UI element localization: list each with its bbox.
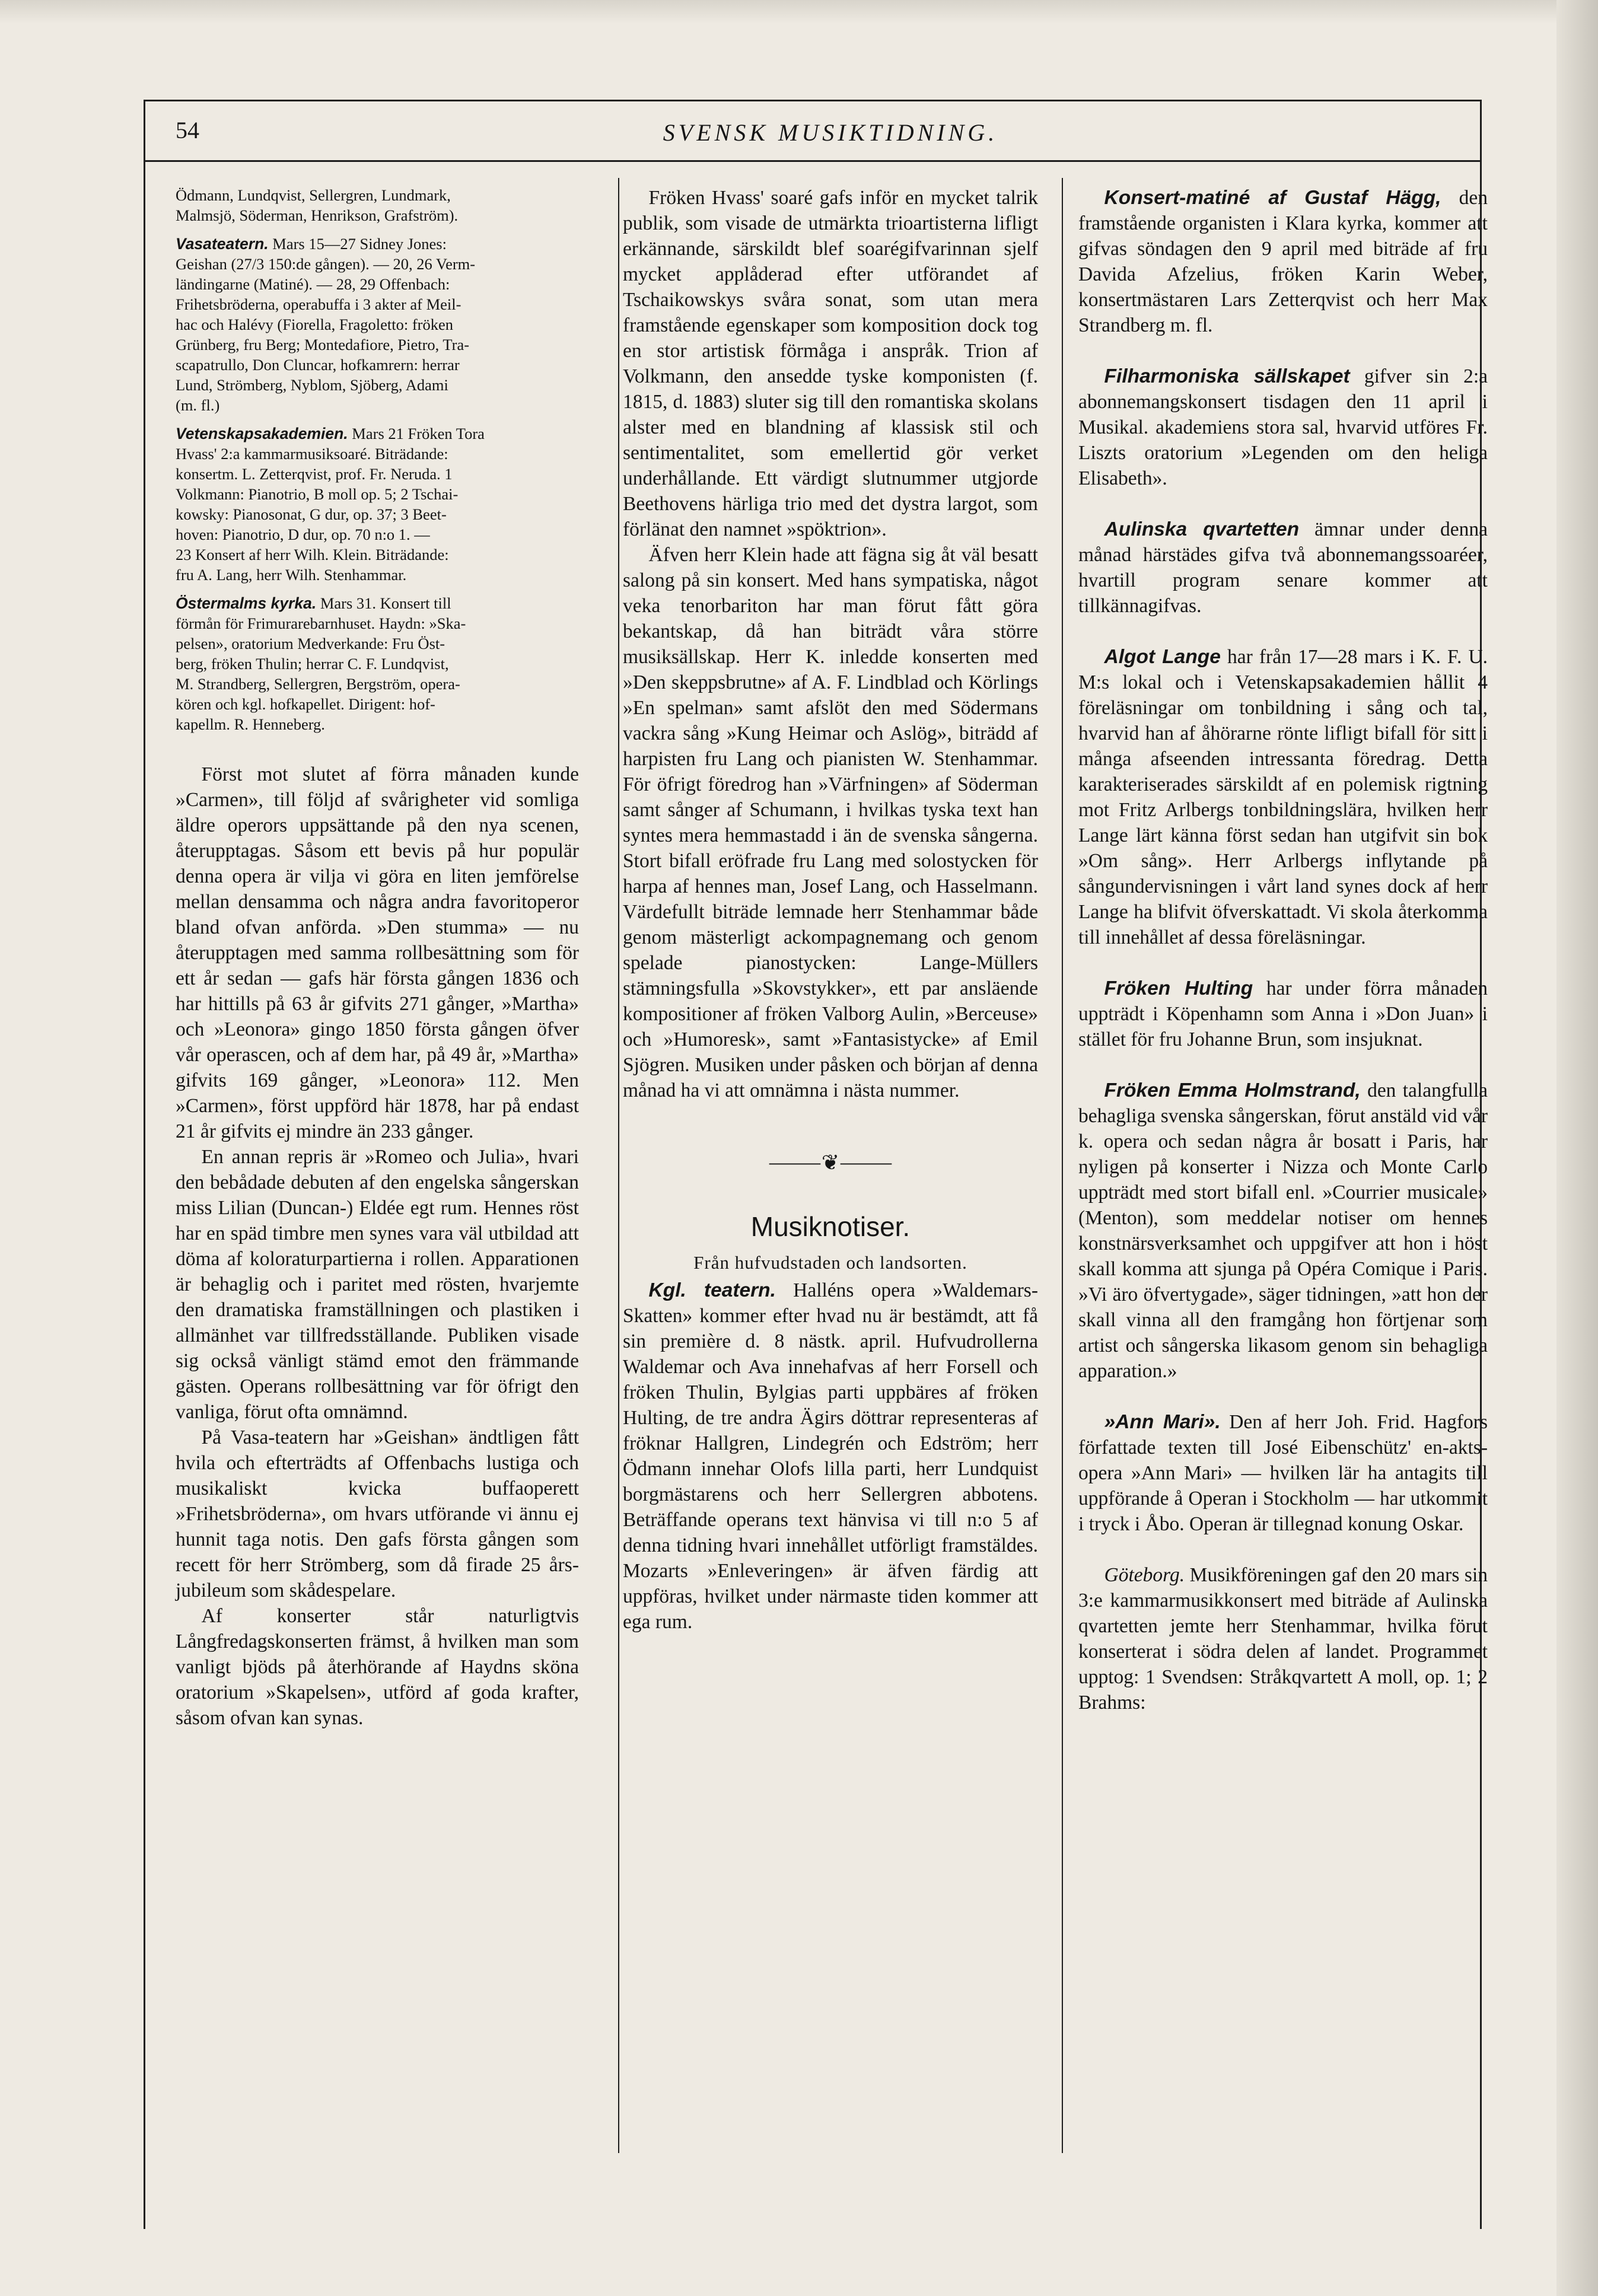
- listing-line: konsertm. L. Zetterqvist, prof. Fr. Neruda. 1: [176, 465, 453, 483]
- column-2-article: [623, 185, 1038, 1103]
- listing-line: M. Strandberg, Sellergren, Bergström, opera-: [176, 675, 460, 693]
- paragraph: På Vasa-teatern har »Geishan» ändtligen fått hvila och efterträdts af Offenbachs lustiga och musikaliskt kvicka buffaoperett »Frihetsbröderna», om hvars utförande vi ännu ej hunnit taga notis. Den gafs första gången som recett för herr Strömberg, som då firade 25 års-jubileum som skådespelare.: [176, 1426, 579, 1601]
- column-3-notices: [1078, 185, 1488, 1715]
- filharmoniska-heading: Filharmoniska sällskapet: [1104, 365, 1350, 387]
- paragraph: Först mot slutet af förra månaden kunde »Carmen», till följd af svårigheter vid somliga äldre operors uppsättande på den nya scenen, återupptagas. Såsom ett bevis på hur populär denna opera är vilja vi göra en liten jemförelse mellan densamma och några andra favoritoperor bland ofvan anförda. »Den stumma» — nu återupptagen med samma rollbesättning som för ett år sedan — gafs här första gången 1836 och har hittills på 63 år gifvits 271 gånger, »Martha» och »Leonora» gingo 1850 första gången öfver vår operascen, och af dem har, på 49 år, »Martha» gifvits 169 gånger, »Leonora» 112. Men »Carmen», först uppförd här 1878, har på endast 21 år gifvits ej mindre än 233 gånger.: [176, 763, 579, 1142]
- listing-line: kapellm. R. Henneberg.: [176, 715, 325, 733]
- listing-line: scapatrullo, Don Cluncar, hofkamrern: herrar: [176, 356, 460, 374]
- listing-line: förmån för Frimurarebarnhuset. Haydn: »Ska-: [176, 614, 466, 632]
- vet-listing: [176, 423, 579, 444]
- listing-line: hac och Halévy (Fiorella, Fragoletto: fröken: [176, 316, 454, 333]
- listing-line: Geishan (27/3 150:de gången). — 20, 26 Verm-: [176, 255, 476, 273]
- section-ornament: ⸻❦⸻: [768, 1151, 893, 1174]
- frame-left-rule: [144, 100, 145, 2229]
- listing-line: kowsky: Pianosonat, G dur, op. 37; 3 Beet-: [176, 505, 447, 523]
- holmstrand-heading: Fröken Emma Holmstrand,: [1104, 1079, 1361, 1101]
- notice-aulinska: [1078, 517, 1488, 619]
- listing-line: Malmsjö, Söderman, Henrikson, Grafström).: [176, 206, 459, 224]
- listing-line: Volkmann: Pianotrio, B moll op. 5; 2 Tschai-: [176, 485, 459, 503]
- section-subtitle: Från hufvudstaden och landsorten.: [693, 1252, 967, 1273]
- header-rule: [144, 160, 1482, 162]
- column-rule-2: [1062, 178, 1063, 2153]
- column-3: [1078, 185, 1488, 1715]
- ost-heading: Östermalms kyrka.: [176, 594, 317, 612]
- ost-listing: [176, 593, 579, 613]
- running-title: SVENSK MUSIKTIDNING.: [663, 119, 998, 146]
- notice-text: Den af herr Joh. Frid. Hagfors författade texten till José Eibenschütz' en-akts-opera »Ann Mari» — hvilken lär ha antagits till uppförande å Operan i Stockholm — har utkommit i tryck i Åbo. Operan är tillegnad konung Oskar.: [1078, 1411, 1488, 1535]
- page-number: 54: [176, 117, 199, 144]
- notice-text: ämnar under denna månad härstädes gifva två abonnemangssoaréer, hvartill program senare kommer att tillkännagifvas.: [1078, 518, 1488, 617]
- paragraph: [623, 1278, 1038, 1635]
- vet-heading: Vetenskapsakademien.: [176, 425, 348, 442]
- ann-mari-heading: »Ann Mari».: [1104, 1411, 1221, 1433]
- listing-line: Mars 31. Konsert till: [320, 594, 451, 612]
- listing-line: Frihetsbröderna, operabuffa i 3 akter af Meil-: [176, 295, 461, 313]
- column-1: [176, 185, 579, 1731]
- listing-line: kören och kgl. hofkapellet. Dirigent: hof-: [176, 695, 435, 713]
- hulting-heading: Fröken Hulting: [1104, 977, 1253, 999]
- vasa-heading: Vasateatern.: [176, 235, 269, 253]
- listing-line: pelsen», oratorium Medverkande: Fru Öst-: [176, 635, 445, 652]
- notice-text: har under förra månaden uppträdt i Köpenhamn som Anna i »Don Juan» i stället för fru Johanne Brun, som insjuknat.: [1078, 977, 1488, 1050]
- goteborg-heading: Göteborg.: [1104, 1564, 1185, 1586]
- notice-filharmoniska: [1078, 364, 1488, 491]
- notice-hulting: [1078, 976, 1488, 1052]
- listing-line: Mars 15—27 Sidney Jones:: [272, 235, 447, 253]
- notice-text: Musikföreningen gaf den 20 mars sin 3:e kammarmusikkonsert med biträde af Aulinska qvartetten jemte herr Stenhammar, hvilka förut konserterat i södra delen af landet. Programmet upptog: 1 Svendsen: Stråkqvartett A moll, op. 1; 2 Brahms:: [1078, 1564, 1488, 1714]
- notice-text: gifver sin 2:a abonnemangskonsert tisdagen den 11 april i Musikal. akademiens stora sal, hvarvid utföres Fr. Liszts oratorium »Legenden om den heliga Elisabeth».: [1078, 365, 1488, 489]
- kgl-heading: Kgl. teatern.: [648, 1279, 776, 1301]
- notice-hagg: [1078, 185, 1488, 338]
- listing-line: 23 Konsert af herr Wilh. Klein. Biträdande:: [176, 546, 449, 563]
- notice-text: den framstående organisten i Klara kyrka, kommer att gifvas söndagen den 9 april med biträde af fru Davida Afzelius, fröken Karin Weber, konsertmästaren Lars Zetterqvist och herr Max Strandberg m. fl.: [1078, 187, 1488, 336]
- column-2: [623, 185, 1038, 1635]
- paragraph: En annan repris är »Romeo och Julia», hvari den bebådade debuten af den engelska sångerskan miss Lilian (Duncan-) Eldée egt rum. Hennes röst har en späd timbre men synes vara väl utbildad att döma af koloraturpartierna i rollen. Apparationen är behaglig och i paritet med rösten, hvarjemte den dramatiska framställningen och plastiken i allmänhet var tillfredsställande. Publiken visade sig också vänligt stämd emot den främmande gästen. Operans rollbesättning var för öfrigt den vanliga, förut ofta omnämnd.: [176, 1146, 579, 1423]
- listing-line: hoven: Pianotrio, D dur, op. 70 n:o 1. —: [176, 526, 430, 543]
- notice-text: Halléns opera »Waldemars-Skatten» kommer efter hvad nu är bestämdt, att få sin première d. 8 nästk. april. Hufvudrollerna Waldemar och Ava innehafvas af herr Forsell och fröken Thulin, Bylgias parti uppbäres af fröken Hulting, de tre andra Ägirs döttrar representeras af fröknar Hallgren, Lindegrén och Edström; herr Ödmann innehar Olofs lilla parti, herr Lundquist borgmästarens och herr Sellergren abbotens. Beträffande operans text hänvisa vi till n:o 5 af denna tidning hvari innehållet utförligt framstäldes. Mozarts »Enleveringen» är äfven färdig att uppföras, hvilket under närmaste tiden kommer att ega rum.: [623, 1279, 1038, 1633]
- aulinska-heading: Aulinska qvartetten: [1104, 518, 1300, 540]
- vasa-listing: [176, 234, 579, 254]
- notice-text: har från 17—28 mars i K. F. U. M:s lokal och i Vetenskapsakademien hållit 4 föreläsningar om tonbildning i sång och tal, hvarvid han af åhörarne rönte lifligt bifall för sitt i många afseenden intressanta föredrag. Detta karakteriserades särskildt af en polemisk rigtning mot Fritz Arlbergs tonbildningslära, hvilken herr Lange lärt känna först sedan han utgifvit sin bok »Om sång». Herr Arlbergs inflytande på sångundervisningen i vårt land synes dock af herr Lange ha blifvit öfverskattadt. Vi skola återkomma till innehållet af dessa föreläsningar.: [1078, 646, 1488, 948]
- listing-line: Grünberg, fru Berg; Montedafiore, Pietro, Tra-: [176, 336, 470, 354]
- listing-line: (m. fl.): [176, 396, 220, 414]
- section-title: Musiknotiser.: [750, 1211, 911, 1242]
- notice-text: den talangfulla behagliga svenska sångerskan, förut anstäld vid vår k. opera och sedan några år bosatt i Paris, har nyligen på konserter i Nizza och Monte Carlo uppträdt med stort bifall enl. »Courrier musicale» (Menton), som meddelar notiser om hennes konstnärsverksamhet och uppgifver att hon i höst skall komma att sjunga på Opéra Comique i Paris. »Vi äro öfvertygade», säger tidningen, »att hon der skall vinna all den framgång hon förtjenar som artist och sångerska likasom genom sin behagliga apparation.»: [1078, 1079, 1488, 1382]
- listing-line: Mars 21 Fröken Tora: [352, 425, 485, 442]
- listing-line: Hvass' 2:a kammarmusiksoaré. Biträdande:: [176, 445, 448, 463]
- kgl-notice: [623, 1278, 1038, 1635]
- column-1-article: [176, 762, 579, 1731]
- paragraph: Af konserter står naturligtvis Långfredagskonserten främst, å hvilken man som vanligt bjöds på återhörande af Haydns sköna oratorium »Skapelsen», utförd af goda krafter, såsom ofvan kan synas.: [176, 1605, 579, 1729]
- listing-line: berg, fröken Thulin; herrar C. F. Lundqvist,: [176, 655, 449, 673]
- notice-goteborg: [1078, 1562, 1488, 1715]
- notice-lange: [1078, 644, 1488, 950]
- listing-line: ländingarne (Matiné). — 28, 29 Offenbach:: [176, 275, 450, 293]
- repertoire-listing: [176, 185, 579, 734]
- lange-heading: Algot Lange: [1104, 646, 1221, 668]
- column-rule-1: [618, 178, 619, 2153]
- notice-holmstrand: [1078, 1078, 1488, 1384]
- listing-line: fru A. Lang, herr Wilh. Stenhammar.: [176, 566, 407, 584]
- paragraph: Äfven herr Klein hade att fägna sig åt väl besatt salong på sin konsert. Med hans sympatiska, något veka tenorbariton har man förut fått göra bekantskap, då han biträdt våra större musiksällskap. Herr K. inledde konserten med »Den skeppsbrutne» af A. F. Lindblad och Körlings »En spelman» samt afslöt den med Södermans vackra sång »Kung Heimar och Aslög», biträdd af harpisten fru Lang och pianisten W. Stenhammar. För öfrigt föredrog han »Värfningen» af Söderman samt sånger af Schumann, i hvilkas tyska text han syntes mera hemmastadd i än de svenska sångerna. Stort bifall eröfrade fru Lang med solostycken för harpa af hennes man, Josef Lang, och Hasselmann. Värdefullt biträde lemnade herr Stenhammar både genom mästerligt ackompagnemang och genom spelade pianostycken: Lange-Müllers stämningsfulla »Skovstykker», ett par ansläende kompositioner af fröken Valborg Aulin, »Berceuse» och »Humoresk», samt »Fantasistycke» af Emil Sjögren. Musiken under påsken och början af denna månad ha vi att omnämna i nästa nummer.: [623, 544, 1038, 1101]
- listing-line: Ödmann, Lundqvist, Sellergren, Lundmark,: [176, 186, 451, 204]
- paragraph: Fröken Hvass' soaré gafs inför en mycket talrik publik, som visade de utmärkta trioartisterna lifligt erkännande, särskildt blef soarégifvarinnan sjelf mycket applåderad efter utförandet af Tschaikowskys svåra sonat, som utan mera framstående egenskaper som komposition dock tog en stor artistisk förmåga i anspråk. Trion af Volkmann, den ansedde tyske komponisten (f. 1815, d. 1883) sluter sig till den romantiska skolans alster med en blandning af klassisk stil och sentimentalitet, som emellertid gör verket underhållande. Ett värdigt slutnummer utgjorde Beethovens härliga trio med det dystra largot, som förlänat den namnet »spöktrion».: [623, 187, 1038, 540]
- notice-ann-mari: [1078, 1409, 1488, 1537]
- frame-top-rule: [144, 100, 1482, 101]
- listing-line: Lund, Strömberg, Nyblom, Sjöberg, Adami: [176, 376, 448, 394]
- hagg-heading: Konsert-matiné af Gustaf Hägg,: [1104, 187, 1441, 209]
